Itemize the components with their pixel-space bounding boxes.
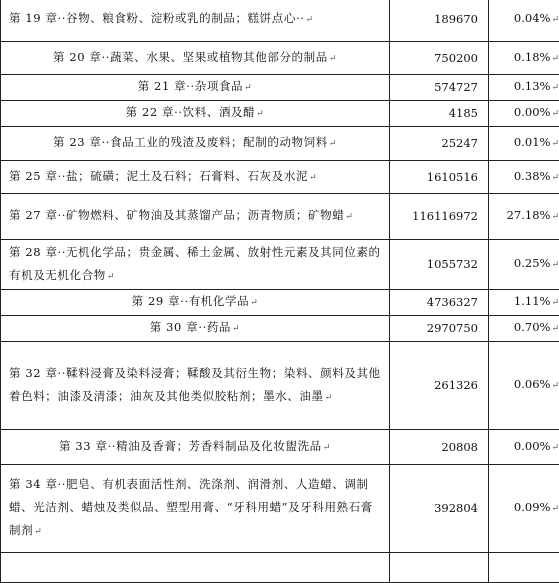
table-row (1, 0, 559, 42)
percent-cell: 1.11%↵ (489, 290, 559, 316)
value-cell: 4736327 (390, 290, 489, 316)
table-row (1, 161, 559, 194)
table-row (1, 194, 559, 240)
chapter-name-cell: 第 27 章··矿物燃料、矿物油及其蒸馏产品；沥青物质；矿物蜡↵ (1, 194, 390, 240)
chapter-name-cell: 第 21 章··杂项食品↵ (1, 75, 390, 101)
table-row (1, 75, 559, 101)
value-cell: 189670 (390, 0, 489, 42)
percent-cell: 0.18%↵ (489, 42, 559, 75)
value-cell: 25247 (390, 127, 489, 161)
table-row (1, 553, 559, 583)
percent-cell: 0.00%↵ (489, 101, 559, 127)
percent-cell: 27.18%↵ (489, 194, 559, 240)
percent-cell: 0.04%↵ (489, 0, 559, 42)
value-cell: 1610516 (390, 161, 489, 194)
percent-cell: 0.09%↵ (489, 465, 559, 553)
table-row (1, 430, 559, 465)
value-cell: 4185 (390, 101, 489, 127)
percent-cell (489, 553, 559, 583)
percent-cell: 0.00%↵ (489, 430, 559, 465)
table-row (1, 316, 559, 342)
percent-cell: 0.70%↵ (489, 316, 559, 342)
chapter-name-cell: 第 33 章··精油及香膏；芳香料制品及化妆盥洗品↵ (1, 430, 390, 465)
table-row (1, 465, 559, 553)
table-row (1, 127, 559, 161)
chapter-name-cell: 第 25 章··盐；硫磺；泥土及石料；石膏料、石灰及水泥↵ (1, 161, 390, 194)
chapter-name-cell: 第 19 章··谷物、粮食粉、淀粉或乳的制品；糕饼点心··↵ (1, 0, 390, 42)
chapter-name-cell: 第 32 章··鞣料浸膏及染料浸膏；鞣酸及其衍生物；染料、颜料及其他着色料；油漆及清漆；油灰及其他类似胶粘剂；墨水、油墨↵ (1, 342, 390, 430)
value-cell: 574727 (390, 75, 489, 101)
chapter-name-cell: 第 23 章··食品工业的残渣及废料；配制的动物饲料↵ (1, 127, 390, 161)
chapter-name-cell (1, 553, 390, 583)
percent-cell: 0.38%↵ (489, 161, 559, 194)
value-cell: 2970750 (390, 316, 489, 342)
percent-cell: 0.06%↵ (489, 342, 559, 430)
chapter-name-cell: 第 29 章··有机化学品↵ (1, 290, 390, 316)
value-cell: 261326 (390, 342, 489, 430)
chapter-name-cell: 第 20 章··蔬菜、水果、坚果或植物其他部分的制品↵ (1, 42, 390, 75)
table-row (1, 42, 559, 75)
table-row (1, 240, 559, 290)
table-row (1, 342, 559, 430)
value-cell: 20808 (390, 430, 489, 465)
value-cell: 116116972 (390, 194, 489, 240)
chapter-name-cell: 第 28 章··无机化学品；贵金属、稀土金属、放射性元素及其同位素的有机及无机化合物↵ (1, 240, 390, 290)
value-cell: 1055732 (390, 240, 489, 290)
value-cell: 750200 (390, 42, 489, 75)
chapter-name-cell: 第 22 章··饮料、酒及醋↵ (1, 101, 390, 127)
chapter-name-cell: 第 30 章··药品↵ (1, 316, 390, 342)
value-cell (390, 553, 489, 583)
chapter-name-cell: 第 34 章··肥皂、有机表面活性剂、洗涤剂、润滑剂、人造蜡、调制蜡、光洁剂、蜡烛及类似品、塑型用膏、“牙科用蜡”及牙科用熟石膏制剂↵ (1, 465, 390, 553)
percent-cell: 0.25%↵ (489, 240, 559, 290)
table-row (1, 290, 559, 316)
percent-cell: 0.01%↵ (489, 127, 559, 161)
value-cell: 392804 (390, 465, 489, 553)
percent-cell: 0.13%↵ (489, 75, 559, 101)
table-row (1, 101, 559, 127)
